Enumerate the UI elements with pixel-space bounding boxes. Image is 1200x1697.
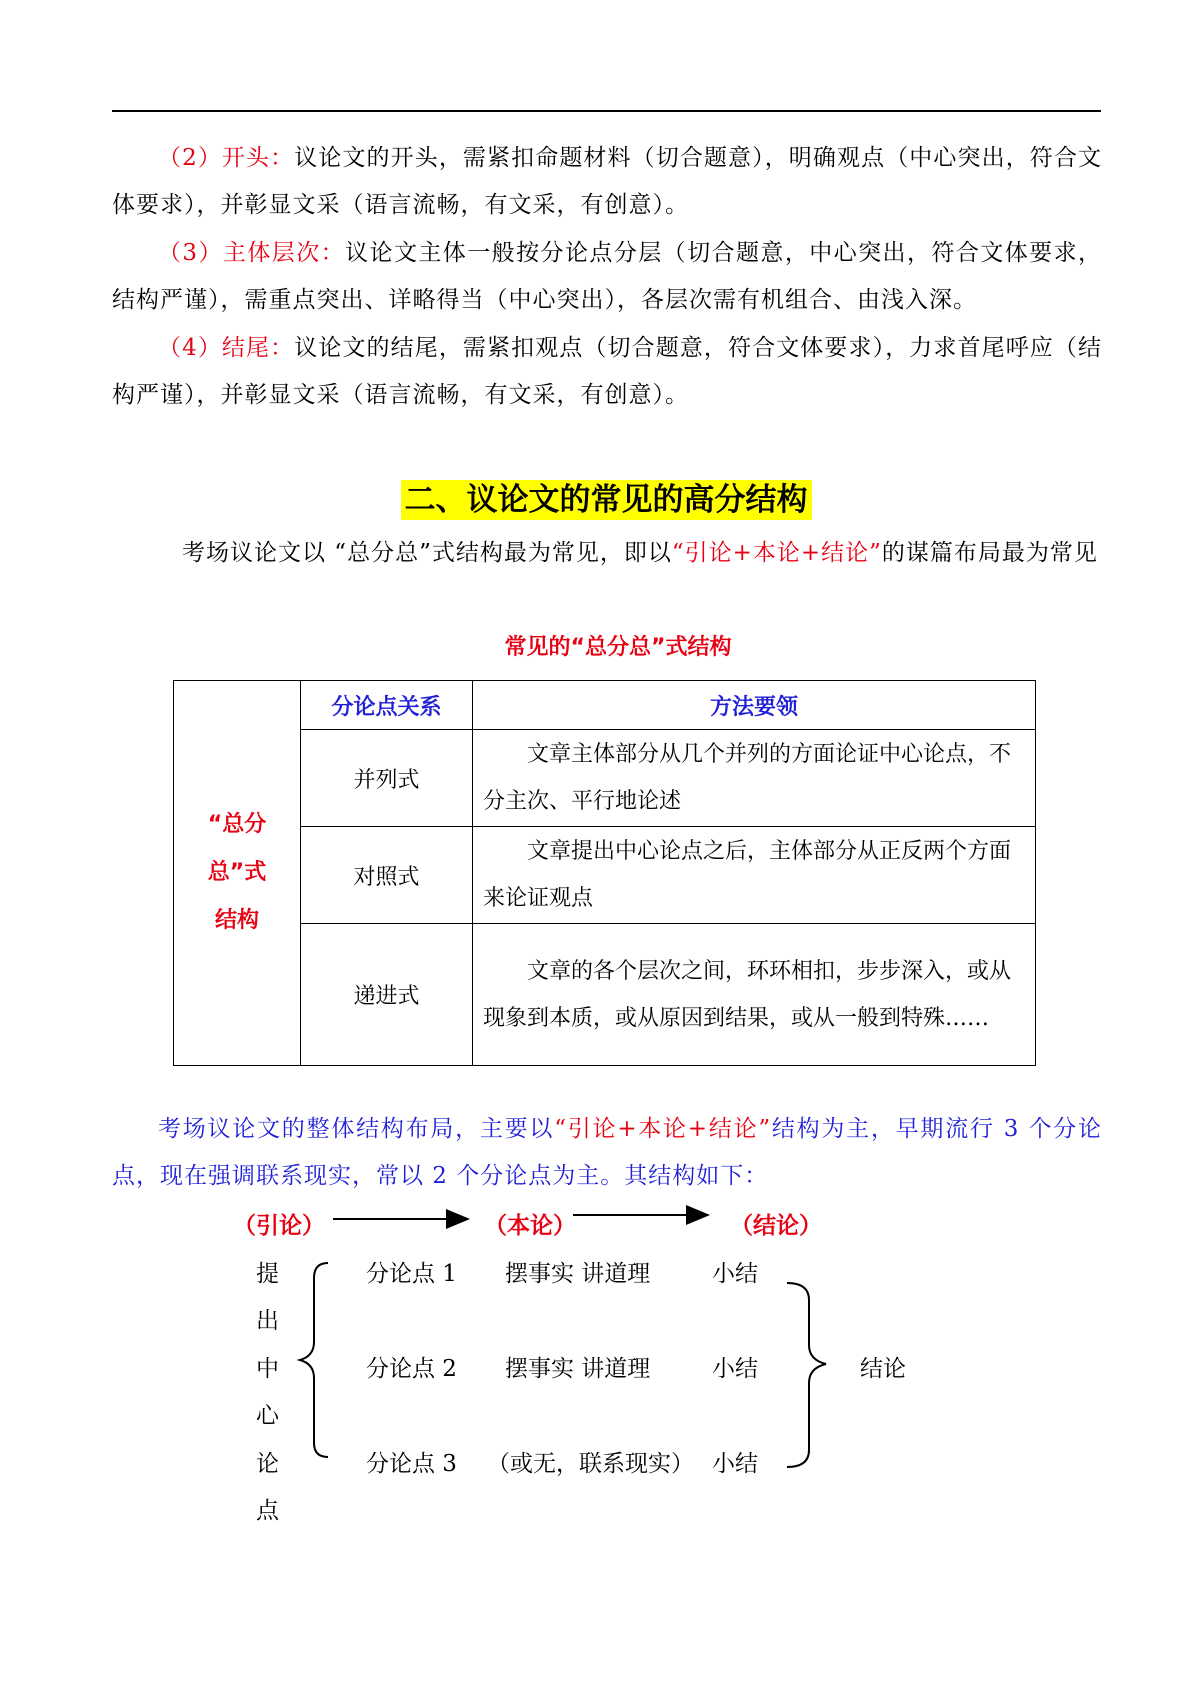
section-title: 二、议论文的常见的高分结构 bbox=[0, 474, 1200, 519]
vertical-char: 出 bbox=[256, 1308, 279, 1334]
right-brace bbox=[787, 1283, 826, 1467]
paragraph-text: 议论文主体一般按分论点分层（切合题意，中心突出，符合文体要求，结构严谨），需重点突出、详略得当（中心突出），各层次需有机组合、由浅入深。 bbox=[112, 240, 1102, 313]
overall-text-end: 结构为主，早期流行 3 个分论点，现在强调联系现实，常以 2 个分论点为主。其结构如下： bbox=[112, 1116, 1103, 1189]
header-method: 方法要领 bbox=[473, 681, 1036, 730]
vertical-char: 点 bbox=[256, 1498, 279, 1524]
point-method: 摆事实 讲道理 bbox=[505, 1261, 651, 1287]
intro-highlight: “引论+本论+结论” bbox=[671, 540, 882, 566]
row-desc: 文章主体部分从几个并列的方面论证中心论点，不分主次、平行地论述 bbox=[473, 730, 1036, 827]
point-summary: 小结 bbox=[712, 1451, 758, 1477]
row-desc: 文章的各个层次之间，环环相扣，步步深入，或从现象到本质，或从原因到结果，或从一般到特殊…… bbox=[473, 924, 1036, 1066]
point-summary: 小结 bbox=[712, 1356, 758, 1382]
paragraph-text: 议论文的开头，需紧扣命题材料（切合题意），明确观点（中心突出，符合文体要求），并彰显文采（语言流畅，有文采，有创意）。 bbox=[112, 145, 1102, 218]
header-relation: 分论点关系 bbox=[301, 681, 473, 730]
diagram-conclusion-heading: （结论） bbox=[730, 1213, 822, 1239]
row-name: 递进式 bbox=[301, 924, 473, 1066]
row-name: 对照式 bbox=[301, 827, 473, 924]
table-caption: 常见的“总分总”式结构 bbox=[504, 635, 732, 660]
vertical-char: 心 bbox=[256, 1403, 279, 1429]
sub-point: 分论点 2 bbox=[366, 1356, 457, 1382]
intro-text-end: 的谋篇布局最为常见 bbox=[881, 540, 1098, 566]
diagram-intro-heading: （引论） bbox=[233, 1213, 325, 1239]
vertical-char: 提 bbox=[256, 1261, 279, 1287]
row-desc: 文章提出中心论点之后，主体部分从正反两个方面来论证观点 bbox=[473, 827, 1036, 924]
point-method: 摆事实 讲道理 bbox=[505, 1356, 651, 1382]
paragraph-text: 议论文的结尾，需紧扣观点（切合题意，符合文体要求），力求首尾呼应（结构严谨），并彰显文采（语言流畅，有文采，有创意）。 bbox=[112, 335, 1102, 408]
vertical-char: 论 bbox=[256, 1451, 279, 1477]
left-brace bbox=[300, 1263, 328, 1457]
paragraph-label: （2）开头： bbox=[158, 145, 295, 171]
row-name: 并列式 bbox=[301, 730, 473, 827]
overall-highlight: “引论+本论+结论” bbox=[554, 1116, 772, 1142]
paragraph-label: （4）结尾： bbox=[158, 335, 295, 361]
point-method: （或无，联系现实） bbox=[487, 1451, 694, 1477]
intro-text: 考场议论文以 “总分总”式结构最为常见，即以 bbox=[182, 540, 672, 566]
diagram-body-heading: （本论） bbox=[484, 1213, 576, 1239]
table-left-label: “总分总”式结构 bbox=[174, 681, 301, 1066]
paragraph-label: （3）主体层次： bbox=[158, 240, 346, 266]
diagram-conclusion: 结论 bbox=[860, 1356, 906, 1382]
sub-point: 分论点 1 bbox=[366, 1261, 457, 1287]
sub-point: 分论点 3 bbox=[366, 1451, 457, 1477]
point-summary: 小结 bbox=[712, 1261, 758, 1287]
vertical-char: 中 bbox=[256, 1356, 279, 1382]
overall-text: 考场议论文的整体结构布局，主要以 bbox=[158, 1116, 555, 1142]
